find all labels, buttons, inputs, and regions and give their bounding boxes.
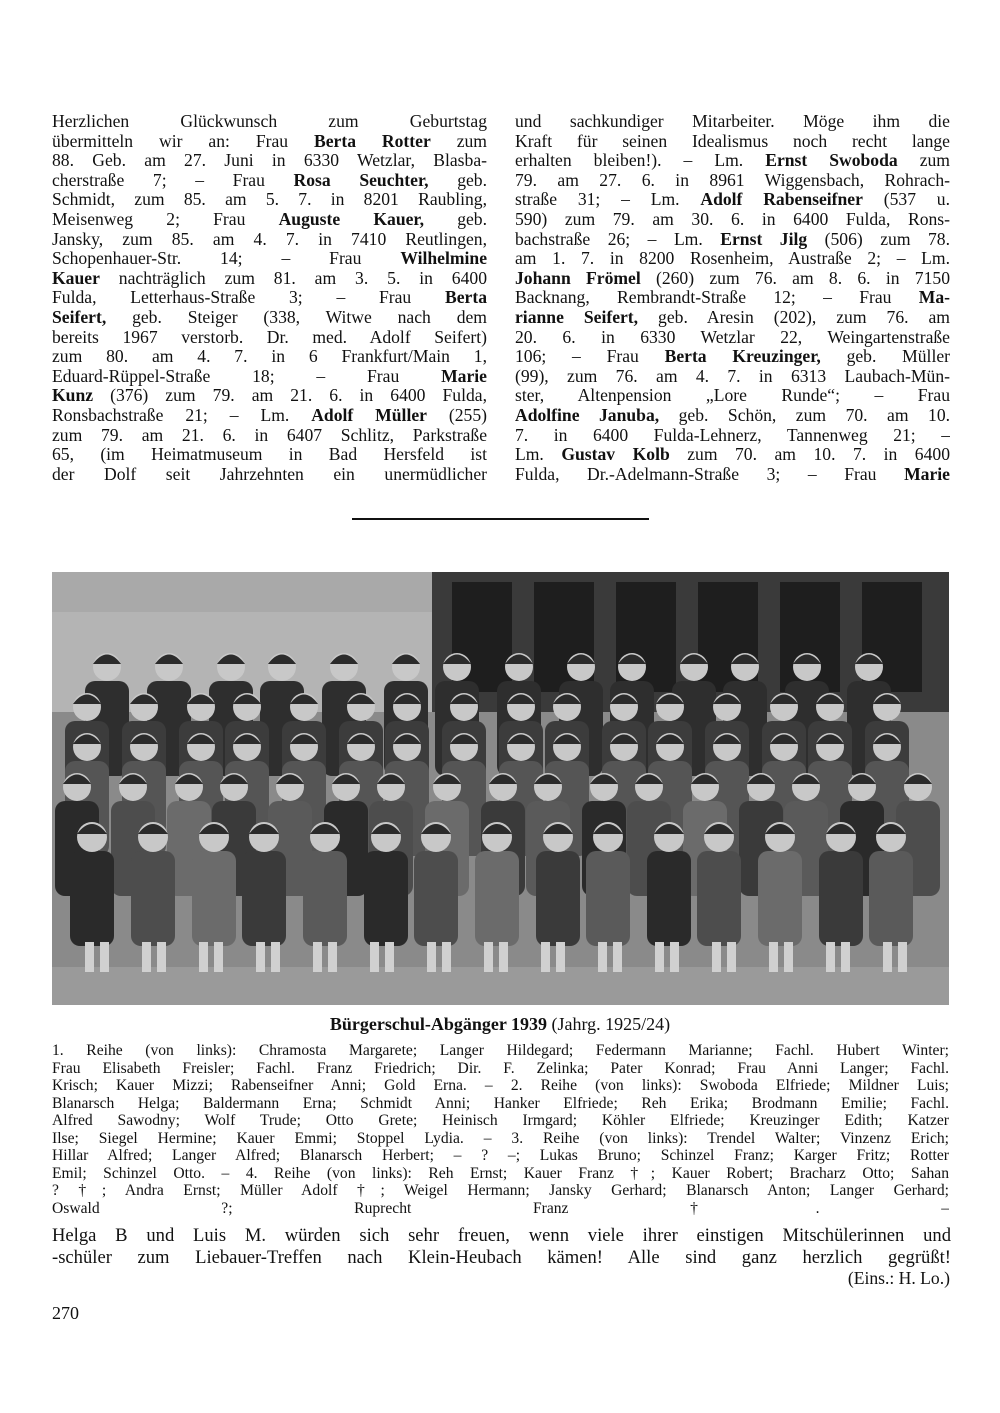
article-right-column [515, 112, 950, 484]
photo-person-body [192, 851, 236, 946]
article-line [515, 308, 950, 328]
article-text: und sachkundiger Mitarbeiter. Möge ihm die [515, 112, 950, 131]
signature: (Eins.: H. Lo.) [847, 1268, 950, 1288]
article-line [52, 445, 487, 465]
article-text: 590) zum 79. am 30. 6. in 6400 Fulda, Rons- [515, 209, 950, 229]
photo-person-leg [214, 942, 223, 972]
photo-person-body [697, 851, 741, 946]
article-bold-name: Seifert, [52, 307, 107, 327]
caption-line: Hillar Alfred; Langer Alfred; Blanarsch Herbert; – ? –; Lukas Bruno; Schinzel Franz; Karger Fritz; Rotter [52, 1147, 949, 1164]
photo-person-leg [442, 942, 451, 972]
article-bold-name: Berta [444, 288, 487, 308]
article-text: geb. Müller [820, 347, 950, 367]
photo-person-body [475, 851, 519, 946]
article-line [515, 249, 950, 269]
article-text: zum [430, 131, 487, 151]
photo-person-leg [727, 942, 736, 972]
article-line [515, 465, 950, 485]
caption-line: ? †; Andra Ernst; Müller Adolf †; Weigel Hermann; Jansky Gerhard; Blanarsch Anton; Langer Gerhard; [52, 1182, 949, 1199]
article-text: Meisenweg 2; Frau [52, 209, 279, 229]
article-text: Lm. [515, 445, 562, 465]
article-bold-name: Rosa Seuchter, [293, 170, 429, 190]
photo-person-body [131, 851, 175, 946]
photo-person-leg [271, 942, 280, 972]
article-line [515, 347, 950, 367]
caption-line: Blanarsch Helga; Baldermann Erna; Schmidt Anni; Hanker Elfriede; Reh Erika; Brodmann Emilie; Fachl. [52, 1094, 949, 1112]
photo-person-leg [883, 942, 892, 972]
article-text: Jansky, zum 85. am 4. 7. in 7410 Reutlingen, [52, 229, 487, 249]
article-line [52, 151, 487, 171]
article-text: Fulda, Letterhaus-Straße 3; – Frau [52, 288, 445, 308]
article-text: (537 u. [862, 190, 950, 210]
article-text: (260) zum 76. am 8. 6. in 7150 [640, 268, 950, 288]
article-line [52, 288, 487, 308]
article-line [515, 132, 950, 152]
note-line: -schüler zum Liebauer-Treffen nach Klein-Heubach kämen! Alle sind ganz herzlich gegrüßt! [52, 1247, 951, 1268]
note-line: Helga B und Luis M. würden sich sehr freuen, wenn viele ihrer einstigen Mitschülerinnen und [52, 1225, 951, 1246]
page-number: 270 [52, 1303, 79, 1323]
article-text: geb. Steiger (338, Witwe nach dem [106, 307, 487, 327]
photo-person-body [647, 851, 691, 946]
article-line [52, 132, 487, 152]
photo-person-leg [199, 942, 208, 972]
photo-caption [52, 1042, 949, 1217]
article-line [52, 112, 487, 132]
caption-line: Emil; Schinzel Otto. – 4. Reihe (von links): Reh Ernst; Kauer Franz †; Kauer Robert; Bracharz Otto; Sahan [52, 1164, 949, 1182]
article-text: übermitteln wir an: Frau [52, 131, 314, 151]
article-bold-name: Wilhelmine [400, 249, 487, 269]
photo-person-leg [256, 942, 265, 972]
photo-person-leg [328, 942, 337, 972]
photo-person-leg [826, 942, 835, 972]
caption-line: Krisch; Kauer Mizzi; Rabenseifner Anni; Gold Erna. – 2. Reihe (von links): Swoboda Elfriede; Mildner Luis; [52, 1077, 949, 1094]
photo-person-leg [541, 942, 550, 972]
photo-person-body [536, 851, 580, 946]
photo-person-leg [484, 942, 493, 972]
photo-person-leg [85, 942, 94, 972]
article-text: bereits 1967 verstorb. Dr. med. Adolf Seifert) [52, 327, 487, 347]
article-bold-name: Ernst Swoboda [765, 151, 898, 171]
group-photo-illustration [52, 572, 949, 1005]
photo-person-body [586, 851, 630, 946]
article-text: Schopenhauer-Str. 14; – Frau [52, 249, 401, 269]
article-line [52, 328, 487, 348]
article-line [52, 230, 487, 250]
article-text: zum 79. am 21. 6. in 6407 Schlitz, Parkstraße [52, 425, 487, 445]
article-text: erhalten bleiben!). – Lm. [515, 151, 766, 171]
article-line [52, 190, 487, 210]
photo-ground [52, 967, 949, 1005]
group-photo [52, 572, 949, 1005]
article-text: Fulda, Dr.-Adelmann-Straße 3; – Frau [515, 464, 905, 484]
article-text: 88. Geb. am 27. Juni in 6330 Wetzlar, Blasba- [52, 151, 487, 171]
photo-person-body [364, 851, 408, 946]
article-bold-name: Kunz [52, 386, 94, 406]
article-line [52, 308, 487, 328]
photo-person-leg [142, 942, 151, 972]
article-line [52, 367, 487, 387]
article-bold-name: Adolf Müller [311, 405, 427, 425]
article-text: Eduard-Rüppel-Straße 18; – Frau [52, 366, 442, 386]
article-line [515, 190, 950, 210]
article-line [515, 151, 950, 171]
article-text: geb. Aresin (202), zum 76. am [638, 307, 950, 327]
article-text: geb. [428, 170, 487, 190]
article-line [515, 367, 950, 387]
photo-person-leg [157, 942, 166, 972]
photo-person-body [70, 851, 114, 946]
article-line [52, 210, 487, 230]
article-bold-name: Marie [441, 366, 487, 386]
article-text: (376) zum 79. am 21. 6. in 6400 Fulda, [93, 386, 487, 406]
photo-person-leg [385, 942, 394, 972]
photo-person-body [758, 851, 802, 946]
article-text: (506) zum 78. [807, 229, 950, 249]
article-bold-name: rianne Seifert, [515, 307, 639, 327]
article-line [52, 171, 487, 191]
article-bold-name: Berta Rotter [314, 131, 431, 151]
photo-person-leg [841, 942, 850, 972]
article-line [515, 210, 950, 230]
article-text: 79. am 27. 6. in 8961 Wiggensbach, Rohrach- [515, 170, 950, 190]
article-line [52, 465, 487, 485]
article-text: bachstraße 26; – Lm. [515, 229, 721, 249]
article-text: cherstraße 7; – Frau [52, 170, 294, 190]
photo-person-leg [556, 942, 565, 972]
article-bold-name: Auguste Kauer, [278, 209, 425, 229]
article-text: Kraft für seinen Idealismus noch recht lange [515, 131, 950, 151]
article-bold-name: Johann Frömel [515, 268, 641, 288]
photo-person-leg [313, 942, 322, 972]
photo-title-rest: (Jahrg. 1925/24) [547, 1014, 671, 1034]
article-left-column [52, 112, 487, 484]
photo-person-leg [712, 942, 721, 972]
caption-line: Frau Elisabeth Freisler; Fachl. Franz Friedrich; Dir. F. Zelinka; Pater Konrad; Frau Anni Langer; Fachl. [52, 1059, 949, 1077]
photo-person-leg [613, 942, 622, 972]
article-text: Backnang, Rembrandt-Straße 12; – Frau [515, 288, 919, 308]
article-line [515, 112, 950, 132]
article-line [515, 445, 950, 465]
article-text: straße 31; – Lm. [515, 190, 701, 210]
caption-line: Oswald ?; Ruprecht Franz †. – [52, 1199, 949, 1217]
article-bold-name: Adolf Rabenseifner [700, 190, 863, 210]
caption-line: Alfred Sawodny; Wolf Trude; Otto Grete; Heinisch Irmgard; Köhler Elfriede; Kreuzinger Edith; Katzer [52, 1112, 949, 1129]
article-text: geb. [424, 209, 487, 229]
article-text: zum 80. am 4. 7. in 6 Frankfurt/Main 1, [52, 347, 487, 367]
article-line [515, 386, 950, 406]
article-line [515, 406, 950, 426]
photo-person-leg [898, 942, 907, 972]
article-bold-name: Marie [904, 464, 950, 484]
photo-person-body [819, 851, 863, 946]
article-bold-name: Adolfine Januba, [515, 405, 660, 425]
article-line [52, 269, 487, 289]
photo-person-body [869, 851, 913, 946]
article-text: der Dolf seit Jahrzehnten ein unermüdlicher [52, 464, 487, 484]
photo-title-bold: Bürgerschul-Abgänger 1939 [329, 1014, 547, 1034]
article-text: Schmidt, zum 85. am 5. 7. in 8201 Raubling, [52, 190, 487, 210]
article-text: zum [897, 151, 950, 171]
photo-person-body [242, 851, 286, 946]
article-text: zum 70. am 10. 7. in 6400 [669, 445, 950, 465]
article-bold-name: Berta Kreuzinger, [664, 347, 821, 367]
article-text: nachträglich zum 81. am 3. 5. in 6400 [99, 268, 487, 288]
photo-person-leg [655, 942, 664, 972]
article-text: ster, Altenpension „Lore Runde“; – Frau [515, 386, 950, 406]
photo-person-leg [598, 942, 607, 972]
photo-person-body [303, 851, 347, 946]
photo-person-leg [670, 942, 679, 972]
article-bold-name: Kauer [52, 268, 100, 288]
article-line [515, 171, 950, 191]
photo-person-leg [100, 942, 109, 972]
article-bold-name: Ma- [918, 288, 950, 308]
article-text: Ronsbachstraße 21; – Lm. [52, 405, 312, 425]
article-line [52, 347, 487, 367]
photo-title [0, 1014, 1000, 1035]
photo-person-leg [370, 942, 379, 972]
article-bold-name: Ernst Jilg [720, 229, 808, 249]
article-text: geb. Schön, zum 70. am 10. [659, 405, 950, 425]
article-text: am 1. 7. in 8200 Rosenheim, Austraße 2; – Lm. [515, 249, 950, 269]
article-line [515, 288, 950, 308]
article-text: 20. 6. in 6330 Wetzlar 22, Weingartenstraße [515, 327, 950, 347]
photo-person-leg [784, 942, 793, 972]
article-text: 106; – Frau [515, 347, 665, 367]
photo-person-leg [769, 942, 778, 972]
photo-person-leg [427, 942, 436, 972]
article-line [52, 386, 487, 406]
photo-person-body [414, 851, 458, 946]
caption-line: 1. Reihe (von links): Chramosta Margarete; Langer Hildegard; Federmann Marianne; Fachl. Hubert Winter; [52, 1042, 949, 1059]
article-line [52, 249, 487, 269]
caption-line: Ilse; Siegel Hermine; Kauer Emmi; Stoppel Lydia. – 3. Reihe (von links): Trendel Walter; Vinzenz Erich; [52, 1129, 949, 1147]
section-divider [352, 518, 649, 520]
closing-note [52, 1225, 951, 1269]
article-line [515, 230, 950, 250]
article-line [515, 426, 950, 446]
article-text: (255) [426, 405, 487, 425]
article-bold-name: Gustav Kolb [561, 445, 670, 465]
article-line [515, 328, 950, 348]
article-line [515, 269, 950, 289]
article-line [52, 426, 487, 446]
photo-person-leg [499, 942, 508, 972]
article-line [52, 406, 487, 426]
article-text: 65, (im Heimatmuseum in Bad Hersfeld ist [52, 445, 487, 465]
article-text: (99), zum 76. am 4. 7. in 6313 Laubach-Mün- [515, 366, 950, 386]
article-text: 7. in 6400 Fulda-Lehnerz, Tannenweg 21; – [515, 425, 950, 445]
article-text: Herzlichen Glückwunsch zum Geburtstag [52, 112, 487, 131]
